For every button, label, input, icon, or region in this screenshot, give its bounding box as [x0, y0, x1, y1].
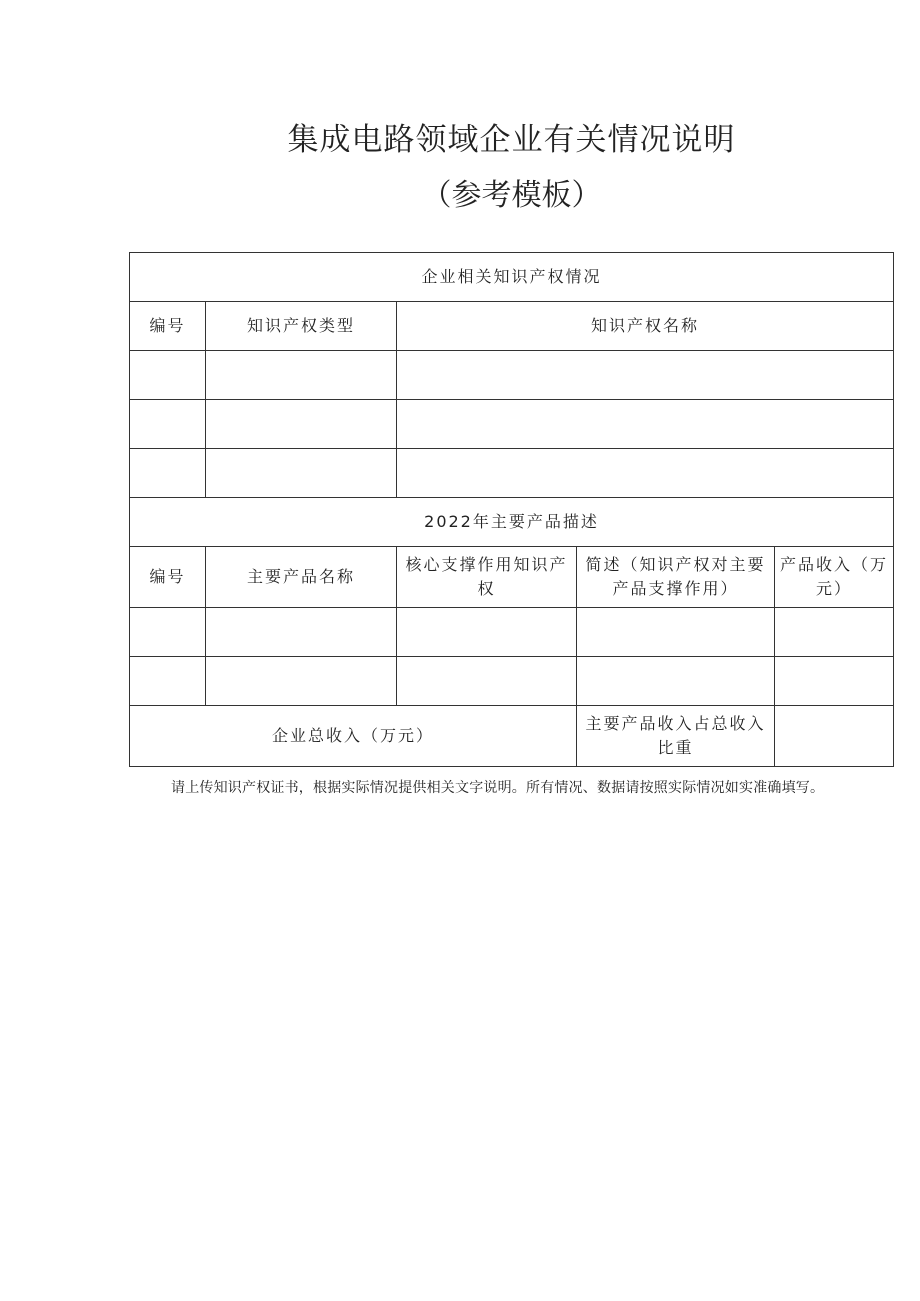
ip-entry-row [130, 351, 894, 400]
ip-type-cell[interactable] [206, 449, 397, 498]
product-core-ip-cell[interactable] [397, 657, 577, 706]
product-col-core-ip: 核心支撑作用知识产权 [397, 547, 577, 608]
revenue-ratio-label: 主要产品收入占总收入比重 [577, 706, 775, 767]
product-section-heading-row [130, 498, 894, 547]
total-revenue-label: 企业总收入（万元） [130, 706, 577, 767]
ip-name-cell[interactable] [397, 351, 894, 400]
ip-no-cell[interactable] [130, 449, 206, 498]
ip-type-cell[interactable] [206, 400, 397, 449]
product-entry-row [130, 608, 894, 657]
footnote: 请上传知识产权证书，根据实际情况提供相关文字说明。所有情况、数据请按照实际情况如实准确填写。 [171, 780, 825, 796]
ip-section-heading: 企业相关知识产权情况 [130, 253, 894, 302]
product-entry-row [130, 657, 894, 706]
product-section-heading: 2022年主要产品描述 [130, 498, 894, 547]
ip-name-cell[interactable] [397, 400, 894, 449]
ip-no-cell[interactable] [130, 351, 206, 400]
ip-section-heading-row [130, 253, 894, 302]
ip-col-type: 知识产权类型 [206, 302, 397, 351]
ip-col-no: 编号 [130, 302, 206, 351]
ip-entry-row [130, 449, 894, 498]
product-name-cell[interactable] [206, 657, 397, 706]
ip-type-cell[interactable] [206, 351, 397, 400]
summary-row [130, 706, 894, 767]
document-subtitle: （参考模板） [421, 178, 602, 213]
product-col-description: 简述（知识产权对主要产品支撑作用） [577, 547, 775, 608]
product-name-cell[interactable] [206, 608, 397, 657]
product-revenue-cell[interactable] [775, 608, 894, 657]
ip-col-name: 知识产权名称 [397, 302, 894, 351]
document-title: 集成电路领域企业有关情况说明 [287, 122, 736, 158]
product-col-revenue: 产品收入（万元） [775, 547, 894, 608]
product-description-cell[interactable] [577, 657, 775, 706]
ip-entry-row [130, 400, 894, 449]
product-col-no: 编号 [130, 547, 206, 608]
revenue-ratio-cell[interactable] [775, 706, 894, 767]
info-form-table [129, 252, 894, 767]
ip-name-cell[interactable] [397, 449, 894, 498]
product-col-name: 主要产品名称 [206, 547, 397, 608]
product-description-cell[interactable] [577, 608, 775, 657]
product-no-cell[interactable] [130, 608, 206, 657]
ip-no-cell[interactable] [130, 400, 206, 449]
product-header-row [130, 547, 894, 608]
product-revenue-cell[interactable] [775, 657, 894, 706]
product-core-ip-cell[interactable] [397, 608, 577, 657]
ip-header-row [130, 302, 894, 351]
product-no-cell[interactable] [130, 657, 206, 706]
